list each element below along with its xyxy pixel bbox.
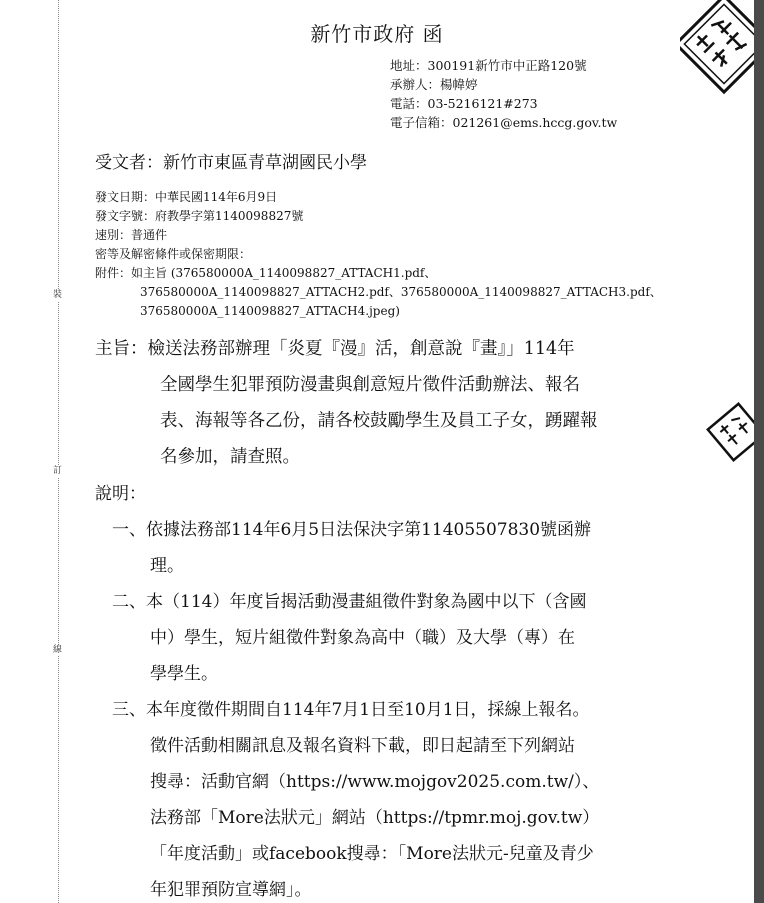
attachments-line-1: 附件：如主旨 (376580000A_1140098827_ATTACH1.pdf、 <box>95 266 437 280</box>
confidentiality: 密等及解密條件或保密期限： <box>95 247 252 261</box>
item-2-line-2: 中）學生，短片組徵件對象為高中（職）及大學（專）在 <box>150 628 575 648</box>
item-3-line-6: 年犯罪預防宣導網」。 <box>150 880 312 900</box>
sender-handler: 承辦人：楊幃婷 <box>390 77 478 92</box>
subject-line-4: 名參加，請查照。 <box>160 447 300 467</box>
sender-email: 電子信箱：021261@ems.hccg.gov.tw <box>390 115 618 130</box>
item-1-line-1: 一、依據法務部114年6月5日法保決字第11405507830號函辦 <box>112 520 592 540</box>
delivery-speed: 速別：普通件 <box>95 228 168 242</box>
binding-mark-xian: 線 <box>53 645 63 655</box>
explanation-heading: 說明： <box>95 484 146 504</box>
document-title: 新竹市政府 函 <box>310 22 444 46</box>
binding-mark-ding: 訂 <box>53 466 63 476</box>
item-2-line-3: 學學生。 <box>150 664 218 684</box>
official-seal-stamp <box>680 0 754 96</box>
sender-address: 地址：300191新竹市中正路120號 <box>390 58 587 73</box>
subject-line-1: 主旨：檢送法務部辦理「炎夏『漫』活，創意說『畫』」114年 <box>95 339 575 359</box>
recipient: 受文者：新竹市東區青草湖國民小學 <box>95 153 367 173</box>
issue-date: 發文日期：中華民國114年6月9日 <box>95 190 278 204</box>
attachments-line-3: 376580000A_1140098827_ATTACH4.jpeg) <box>140 304 400 318</box>
page-edge-shadow <box>754 0 764 903</box>
subject-line-2: 全國學生犯罪預防漫畫與創意短片徵件活動辦法、報名 <box>160 375 580 395</box>
binding-mark-zhuang: 裝 <box>53 290 63 300</box>
item-3-line-2: 徵件活動相關訊息及報名資料下載，即日起請至下列網站 <box>150 736 575 756</box>
partial-stamp-mark <box>706 400 754 464</box>
item-3-line-1: 三、本年度徵件期間自114年7月1日至10月1日，採線上報名。 <box>112 700 590 720</box>
binding-line <box>58 0 59 903</box>
item-3-line-3: 搜尋：活動官網（https://www.mojgov2025.com.tw/）、 <box>150 772 600 792</box>
item-2-line-1: 二、本（114）年度旨揭活動漫畫組徵件對象為國中以下（含國 <box>112 592 587 612</box>
item-1-line-2: 理。 <box>150 556 184 576</box>
subject-line-3: 表、海報等各乙份，請各校鼓勵學生及員工子女，踴躍報 <box>160 411 598 431</box>
document-number: 發文字號：府教學字第1140098827號 <box>95 209 304 223</box>
item-3-line-5: 「年度活動」或facebook搜尋：「More法狀元-兒童及青少 <box>150 844 594 864</box>
item-3-line-4: 法務部「More法狀元」網站（https://tpmr.moj.gov.tw） <box>150 808 600 828</box>
sender-phone: 電話：03-5216121#273 <box>390 96 538 111</box>
attachments-line-2: 376580000A_1140098827_ATTACH2.pdf、376580000A_1140098827_ATTACH3.pdf、 <box>140 285 662 299</box>
